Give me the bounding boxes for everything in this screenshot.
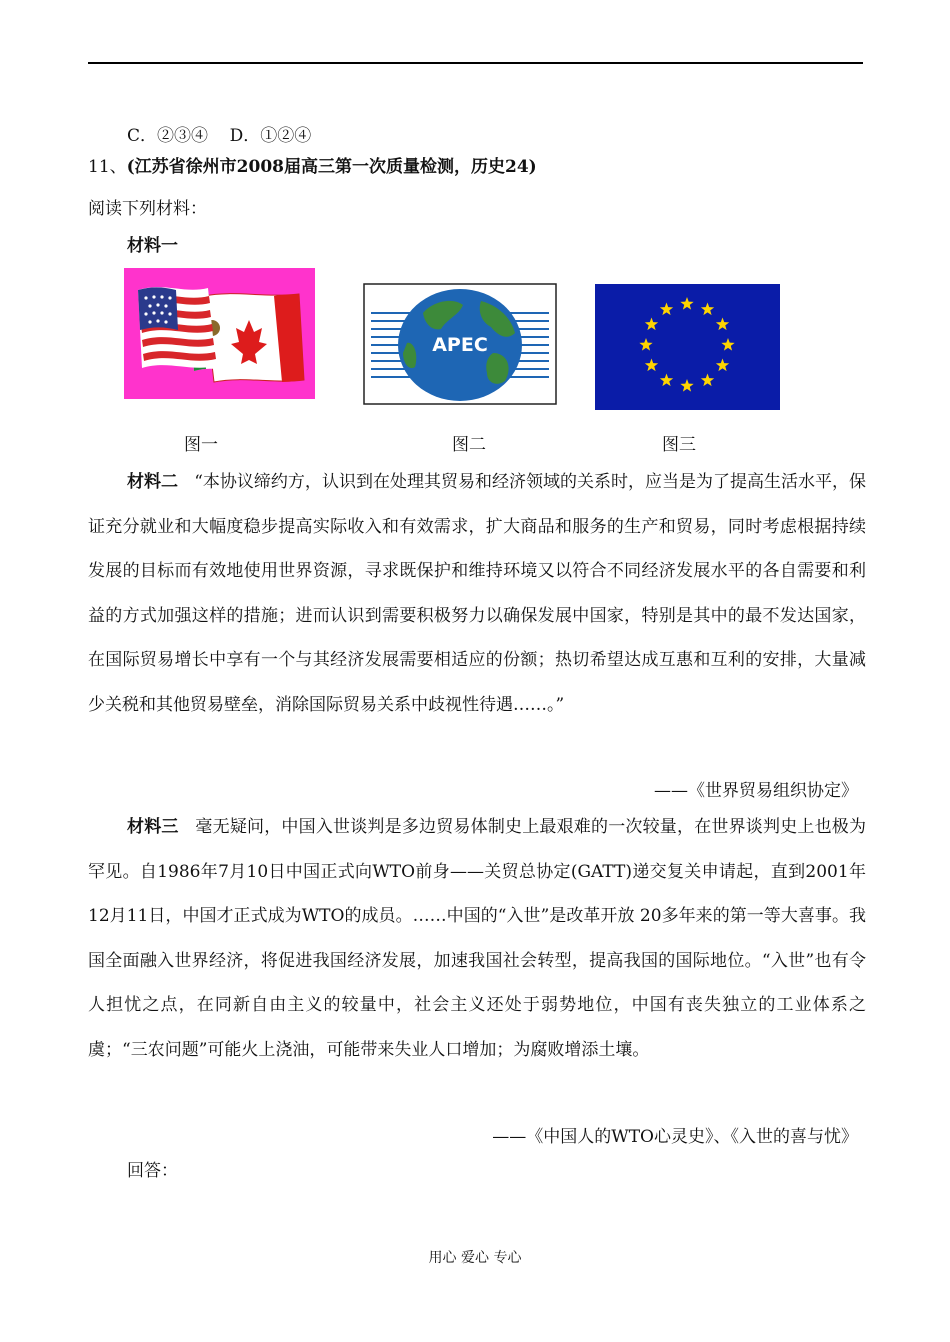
option-c: C．②③④: [127, 126, 209, 146]
figure-1-caption: 图一: [184, 435, 218, 455]
options-line: [127, 125, 311, 147]
question-source: (江苏省徐州市2008届高三第一次质量检测，历史24): [126, 157, 537, 177]
material3-label: 材料三: [127, 817, 179, 837]
material2-paragraph: [88, 460, 866, 727]
apec-logo-text: APEC: [432, 334, 488, 356]
eu-flag-icon: [595, 284, 780, 410]
material2-source: ——《世界贸易组织协定》: [654, 781, 858, 801]
material1-label: 材料一: [127, 236, 178, 256]
figure-2-caption: 图二: [452, 435, 486, 455]
figure-3-caption: 图三: [662, 435, 696, 455]
figure-1-image: [124, 268, 315, 399]
option-d: D．①②④: [229, 126, 312, 146]
material2-label: 材料二: [127, 472, 179, 492]
figure-2-image: [363, 283, 557, 405]
question-number: 11、: [88, 157, 127, 177]
material3-paragraph: [88, 805, 866, 1072]
material2-text: “本协议缔约方，认识到在处理其贸易和经济领域的关系时，应当是为了提高生活水平，保证充分就业和大幅度稳步提高实际收入和有效需求，扩大商品和服务的生产和贸易，同时考虑根据持续发展的目标而有效地使用世界资源，寻求既保护和维持环境又以符合不同经济发展水平的各自需要和利益的方式加强这样的措施；进而认识到需要积极努力以确保发展中国家，特别是其中的最不发达国家，在国际贸易增长中享有一个与其经济发展需要相适应的份额；热切希望达成互惠和互利的安排，大量减少关税和其他贸易壁垒，消除国际贸易关系中歧视性待遇……。”: [88, 472, 866, 715]
usa-mexico-canada-flags-icon: [124, 268, 315, 399]
instruction: 阅读下列材料：: [88, 199, 207, 219]
page-footer: 用心 爱心 专心: [428, 1250, 522, 1266]
figure-3-image: [595, 284, 780, 410]
apec-globe-logo-icon: [363, 283, 557, 405]
answer-prompt: 回答：: [127, 1161, 178, 1181]
material3-text: 毫无疑问，中国入世谈判是多边贸易体制史上最艰难的一次较量，在世界谈判史上也极为罕见。自1986年7月10日中国正式向WTO前身——关贸总协定(GATT)递交复关申请起，直到2001年12月11日，中国才正式成为WTO的成员。……中国的“入世”是改革开放 20多年来的第一等大喜事。我国全面融入世界经济，将促进我国经济发展，加速我国社会转型，提高我国的国际地位。“入世”也有令人担忧之点，在同新自由主义的较量中，社会主义还处于弱势地位，中国有丧失独立的工业体系之虞；“三农问题”可能火上浇油，可能带来失业人口增加；为腐败增添土壤。: [88, 817, 867, 1060]
question-header: [88, 156, 537, 178]
header-rule: [88, 62, 863, 64]
material3-source: ——《中国人的WTO心灵史》、《入世的喜与忧》: [492, 1127, 858, 1147]
